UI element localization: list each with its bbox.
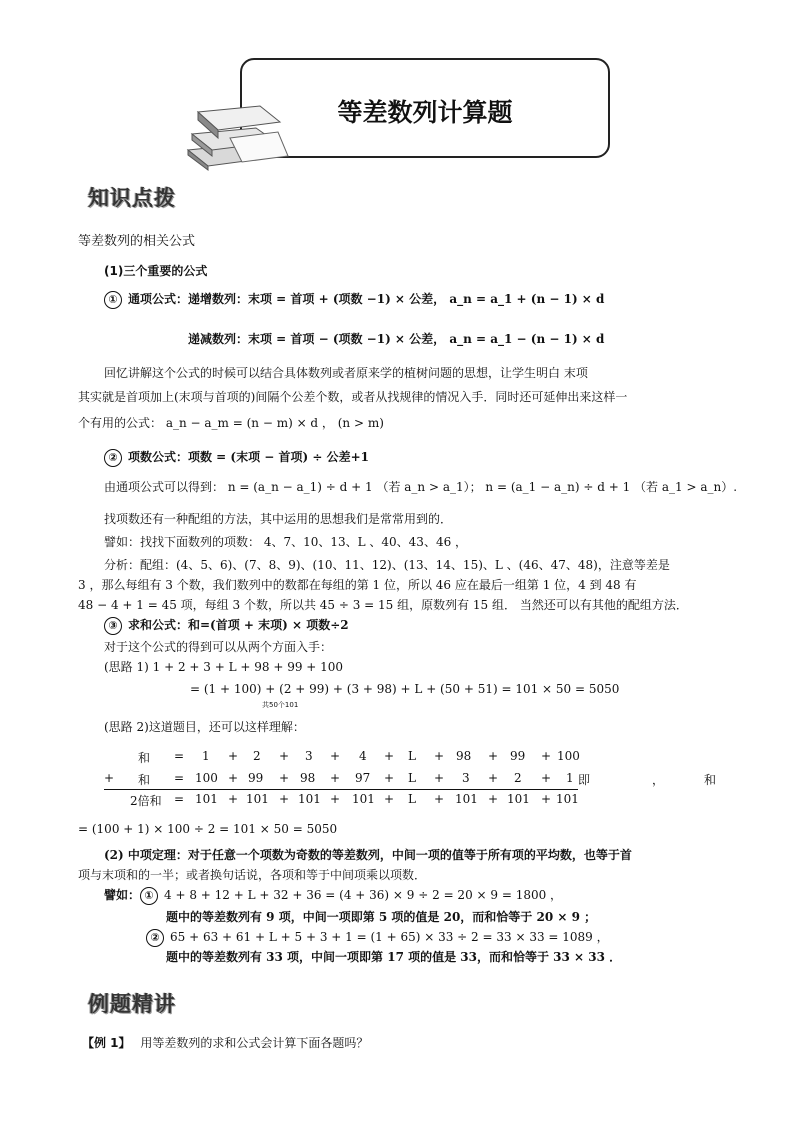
example-1-equation: 4 + 8 + 12 + L + 32 + 36 = (4 + 36) × 9 ÷ 2 = 20 × 9 = 1800 ， [164, 888, 563, 902]
cell: L [408, 792, 416, 806]
cell: + [228, 771, 239, 785]
cell: + [279, 792, 290, 806]
cell: 98 [300, 771, 316, 785]
cell: + [104, 771, 115, 785]
example-1-question: 用等差数列的求和公式会计算下面各题吗？ [140, 1036, 369, 1050]
page-title: 等差数列计算题 [337, 98, 513, 127]
cell: L [408, 749, 416, 763]
cell: + [541, 771, 552, 785]
cell: = [174, 749, 185, 763]
cell: + [330, 749, 341, 763]
cell: 98 [456, 749, 472, 763]
example-line-1 [104, 886, 562, 905]
cell: 3 [462, 771, 470, 785]
cell: + [330, 792, 341, 806]
idea-2: (思路 2)这道题目，还可以这样理解： [104, 720, 305, 734]
example-label: 譬如： [104, 888, 141, 902]
cell: 和 [138, 773, 151, 787]
cell: + [434, 771, 445, 785]
cell: = [174, 792, 185, 806]
point-2-line-2: 项与末项和的一半；或者换句话说，各项和等于中间项乘以项数． [78, 868, 427, 882]
formula-2-text: 项数公式：项数 = (末项 − 首项) ÷ 公差+1 [128, 450, 369, 464]
paragraph-2: 由通项公式可以得到： n = (a_n − a_1) ÷ d + 1 （若 a_n > a_1）； n = (a_1 − a_n) ÷ d + 1 （若 a_1 > a_n）. [104, 480, 738, 494]
cell: 即 [578, 773, 591, 787]
cell: ， [652, 773, 665, 787]
formula-1a-text: 通项公式：递增数列：末项 = 首项 + (项数 −1) × 公差， a_n = a_1 + (n − 1) × d [128, 292, 605, 306]
circled-number-2: ② [104, 449, 122, 467]
circled-number-2: ② [146, 929, 164, 947]
cell: + [384, 749, 395, 763]
cell: 99 [248, 771, 264, 785]
cell: + [541, 792, 552, 806]
stacked-books-icon [180, 98, 300, 173]
paragraph-1-line-1: 回忆讲解这个公式的时候可以结合具体数列或者原来学的植树问题的思想，让学生明白 末项 [104, 366, 588, 380]
formula-3-text: 求和公式：和=(首项 + 末项) × 项数÷2 [128, 618, 349, 632]
cell: 100 [557, 749, 580, 763]
example-1-tag: 【例 1】 [82, 1036, 131, 1050]
formula-3 [104, 616, 349, 635]
paragraph-5-line-1: 分析：配组：(4、5、6)、(7、8、9)、(10、11、12)、(13、14、15)、L 、(46、47、48)，注意等差是 [104, 558, 670, 572]
example-1-note: 题中的等差数列有 9 项，中间一项即第 5 项的值是 20，而和恰等于 20 × 9 ； [166, 910, 597, 924]
cell: 101 [507, 792, 530, 806]
cell: 2倍和 [130, 794, 162, 808]
cell: = [174, 771, 185, 785]
cell: + [384, 792, 395, 806]
cell: 2 [514, 771, 522, 785]
cell: 4 [359, 749, 367, 763]
cell: 和 [704, 773, 717, 787]
idea-1: (思路 1) 1 + 2 + 3 + L + 98 + 99 + 100 [104, 660, 344, 674]
formula-1b: 递减数列：末项 = 首项 − (项数 −1) × 公差， a_n = a_1 − (n − 1) × d [188, 332, 605, 346]
cell: 99 [510, 749, 526, 763]
cell: + [384, 771, 395, 785]
point-2-line-1: (2) 中项定理：对于任意一个项数为奇数的等差数列，中间一项的值等于所有项的平均数，也等于首 [104, 848, 632, 862]
example-2-note: 题中的等差数列有 33 项，中间一项即第 17 项的值是 33，而和恰等于 33 × 33 ． [166, 950, 622, 964]
paragraph-1-line-3: 个有用的公式： a_n − a_m = (n − m) × d ， (n > m) [78, 416, 384, 430]
cell: 2 [253, 749, 261, 763]
cell: 100 [195, 771, 218, 785]
cell: 101 [556, 792, 579, 806]
cell: 101 [352, 792, 375, 806]
cell: 101 [298, 792, 321, 806]
idea-1-note: 共50个101 [262, 701, 299, 709]
example-1 [82, 1034, 368, 1051]
paragraph-4: 譬如：找找下面数列的项数： 4、7、10、13、L 、40、43、46 ， [104, 535, 468, 549]
cell: 和 [138, 751, 151, 765]
formula-1a [104, 290, 604, 309]
sum-divider-line [104, 789, 578, 790]
cell: + [228, 749, 239, 763]
cell: + [541, 749, 552, 763]
section-heading-knowledge: 知识点拨 [88, 186, 176, 210]
idea-1-equation: = (1 + 100) + (2 + 99) + (3 + 98) + L + (50 + 51) = 101 × 50 = 5050 [190, 682, 620, 696]
cell: + [488, 792, 499, 806]
cell: + [228, 792, 239, 806]
formula-2 [104, 448, 369, 467]
cell: 1 [202, 749, 210, 763]
cell: + [434, 792, 445, 806]
subtitle: 等差数列的相关公式 [78, 234, 196, 249]
cell: + [279, 771, 290, 785]
cell: + [330, 771, 341, 785]
example-line-2 [146, 928, 609, 947]
paragraph-6: 对于这个公式的得到可以从两个方面入手： [104, 640, 333, 654]
sum-result: = (100 + 1) × 100 ÷ 2 = 101 × 50 = 5050 [78, 822, 338, 836]
circled-number-3: ③ [104, 617, 122, 635]
cell: 101 [246, 792, 269, 806]
paragraph-5-line-3: 48 − 4 + 1 = 45 项，每组 3 个数，所以共 45 ÷ 3 = 15 组，原数列有 15 组． 当然还可以有其他的配组方法． [78, 598, 688, 612]
cell: + [279, 749, 290, 763]
cell: 101 [195, 792, 218, 806]
cell: + [434, 749, 445, 763]
section-heading-examples: 例题精讲 [88, 992, 176, 1016]
circled-number-1: ① [140, 887, 158, 905]
point-1-heading: (1)三个重要的公式 [104, 264, 208, 278]
cell: 101 [455, 792, 478, 806]
cell: 97 [355, 771, 371, 785]
cell: 1 [566, 771, 574, 785]
cell: 3 [305, 749, 313, 763]
paragraph-1-line-2: 其实就是首项加上(末项与首项的)间隔个公差个数，或者从找规律的情况入手．同时还可延伸出来这样一 [78, 390, 628, 404]
cell: + [488, 771, 499, 785]
paragraph-3: 找项数还有一种配组的方法，其中运用的思想我们是常常用到的． [104, 512, 453, 526]
paragraph-5-line-2: 3 ，那么每组有 3 个数，我们数列中的数都在每组的第 1 位，所以 46 应在最后一组第 1 位，4 到 48 有 [78, 578, 637, 592]
example-2-equation: 65 + 63 + 61 + L + 5 + 3 + 1 = (1 + 65) × 33 ÷ 2 = 33 × 33 = 1089 ， [170, 930, 609, 944]
cell: L [408, 771, 416, 785]
cell: + [488, 749, 499, 763]
circled-number-1: ① [104, 291, 122, 309]
